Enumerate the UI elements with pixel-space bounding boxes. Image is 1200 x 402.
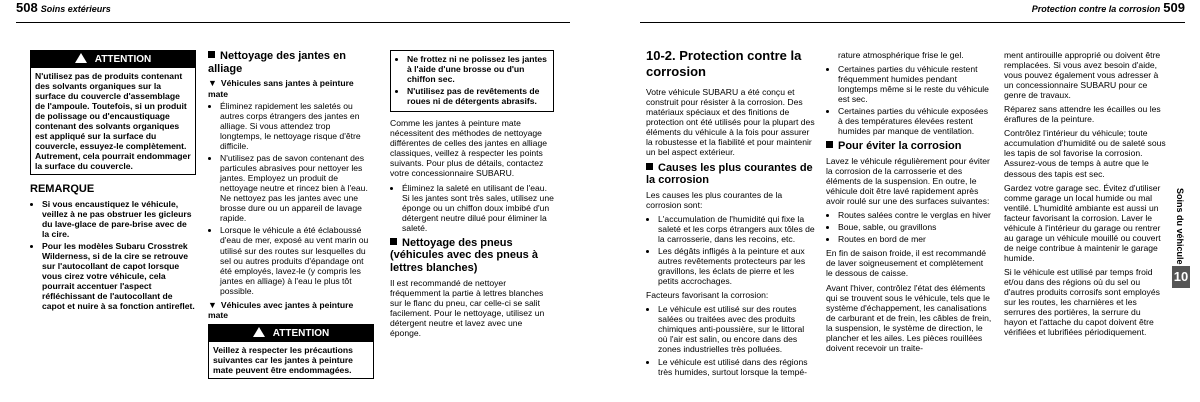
column-3 <box>390 50 554 342</box>
list-item: • Le véhicule est utilisé dans des régions très humides, surtout lorsque la tempé- <box>658 357 816 377</box>
right-page-header <box>640 0 1185 23</box>
section-title: Pour éviter la corrosion <box>826 140 992 153</box>
warning-box <box>30 50 196 175</box>
warning-icon <box>75 53 87 63</box>
right-page-number: 509 <box>1163 0 1185 15</box>
warning-label: ATTENTION <box>272 328 330 340</box>
subsection-title: ▼ Véhicules avec jantes à peinture mate <box>208 299 354 321</box>
paragraph: Si le véhicule est utilisé par temps froid et/ou dans des régions où du sel ou d'autres produits corrosifs sont employés sur les routes, les charnières et les serrures des portières, la serrure du hayon et l'attache du capot doivent être vérifiées et lubrifiées périodiquement. <box>1004 266 1160 338</box>
warning-list <box>395 54 549 106</box>
paragraph: ment antirouille approprié ou doivent être remplacées. Si vous avez besoin d'aide, vous pouvez également vous adresser à un concessionnaire SUBARU pour ce genre de travaux. <box>1004 50 1161 101</box>
warning-icon <box>253 327 265 337</box>
factors-list-continued <box>826 64 992 136</box>
chapter-title: 10-2. Protection contre la corrosion <box>646 48 802 79</box>
list-item: • Certaines parties du véhicule restent fréquemment humides pendant longtemps même si le reste du véhicule est sec. <box>838 64 992 104</box>
square-bullet-icon <box>646 163 653 170</box>
list-item: • Le véhicule est utilisé sur des routes salées ou traitées avec des produits chimiques anti-poussière, sur le littoral où l'air est salin, ou encore dans des zones industrielles très polluées. <box>658 304 816 354</box>
paragraph: En fin de saison froide, il est recommandé de laver soigneusement et complètement le dessous de caisse. <box>826 248 987 279</box>
column-6 <box>1004 50 1166 341</box>
square-bullet-icon <box>826 141 833 148</box>
remarque-list <box>30 199 196 312</box>
square-bullet-icon <box>208 51 215 58</box>
left-section-title: Soins extérieurs <box>40 4 111 14</box>
subsection-title: ▼ Véhicules sans jantes à peinture mate <box>208 78 354 99</box>
paragraph: Les causes les plus courantes de la corrosion sont: <box>646 189 783 210</box>
list-item: • Pour les modèles Subaru Crosstrek Wilderness, si de la cire se retrouve sur l'autocollant de capot lorsque vous cirez votre véhicule, cela pourrait accentuer l'aspect réfléchissant de l'autocollant de capot et nuire à sa fonction antireflet. <box>42 241 196 311</box>
paragraph: Avant l'hiver, contrôlez l'état des éléments qui se trouvent sous le véhicule, tels que le système d'échappement, les canalisations de carburant et de frein, les câbles de frein, la suspension, le système de direction, le plancher et les ailes. Les pièces rouillées doivent recevoir un traite- <box>826 282 992 353</box>
warning-header <box>31 51 195 68</box>
factors-list <box>646 304 816 376</box>
section-title: Nettoyage des pneus (véhicules avec des pneus à lettres blanches) <box>390 236 538 275</box>
warning-box <box>208 324 374 379</box>
causes-list <box>646 214 816 286</box>
column-1 <box>30 50 196 315</box>
list-item: • Routes en bord de mer <box>838 234 992 244</box>
square-bullet-icon <box>390 238 397 245</box>
triangle-bullet-icon: ▼ <box>208 299 217 310</box>
list-item: • N'utilisez pas de savon contenant des particules abrasives pour nettoyer les jantes. Employez un produit de nettoyage neutre et rincez bien à l'eau. Ne nettoyez pas les jantes avec une brosse dure ou un appareil de lavage rapide. <box>220 153 374 223</box>
warning-text: N'utilisez pas de produits contenant des solvants organiques sur la surface du couvercle d'assemblage de l'ampoule. Toutefois, si un produit de polissage ou d'encaustiquage contenant des solvants organiques est appliqué sur la surface du couvercle, essuyez-le complètement. Autrement, cela pourrait endommager la surface du couvercle. <box>35 70 191 172</box>
paragraph: Il est recommandé de nettoyer fréquemment la partie à lettres blanches sur le flanc du pneu, car celle-ci se salit facilement. Pour le nettoyage, utilisez un détergent neutre et lavez avec une éponge. <box>390 277 545 338</box>
paragraph: Lavez le véhicule régulièrement pour éviter la corrosion de la carrosserie et des éléments de la suspension. En outre, le véhicule doit être lavé rapidement après avoir roulé sur une des surfaces suivantes: <box>826 156 990 207</box>
list-item: • Lorsque le véhicule a été éclaboussé d'eau de mer, exposé au vent marin ou utilisé sur des routes sur lesquelles du sel ou autres produits d'épandage ont été employés, lavez-le (y compris les jantes en alliage) à l'eau le plus tôt possible. <box>220 225 374 295</box>
left-page-header <box>16 0 570 23</box>
list-item: • N'utilisez pas de revêtements de roues ni de détergents abrasifs. <box>407 86 549 106</box>
warning-box-continued <box>390 50 554 112</box>
surfaces-list <box>826 210 992 244</box>
section-title: Nettoyage des jantes en alliage <box>208 50 346 75</box>
chapter-tab-label: Soins du véhicule <box>1175 188 1185 265</box>
list-item: • Boue, sable, ou gravillons <box>838 222 992 232</box>
warning-label: ATTENTION <box>94 54 152 65</box>
section-title: Causes les plus courantes de la corrosion <box>646 161 813 187</box>
list-item: • Éliminez rapidement les saletés ou autres corps étrangers des jantes en alliage. Si vous attendez trop longtemps, le nettoyage risque d'être difficile. <box>220 101 374 151</box>
paragraph: rature atmosphérique frise le gel. <box>838 50 964 60</box>
remarque-title: REMARQUE <box>30 183 95 196</box>
left-page-number: 508 <box>16 0 38 15</box>
matte-cleaning-list <box>390 183 554 233</box>
paragraph: Contrôlez l'intérieur du véhicule; toute accumulation d'humidité ou de saleté sous les tapis de sol favorise la corrosion. Assurez-vous de temps à autre que le dessous des tapis est sec. <box>1004 128 1166 179</box>
list-item: • Ne frottez ni ne polissez les jantes à l'aide d'une brosse ou d'un chiffon sec. <box>407 54 549 84</box>
list-item: • Éliminez la saleté en utilisant de l'eau. Si les jantes sont très sales, utilisez une éponge ou un chiffon doux imbibé d'un détergent neutre dilué pour éliminer la saleté. <box>402 183 554 233</box>
paragraph: Réparez sans attendre les écailles ou les éraflures de la peinture. <box>1004 104 1161 125</box>
list-item: • L'accumulation de l'humidité qui fixe la saleté et les corps étrangers aux tôles de la carrosserie, dans les recoins, etc. <box>658 214 816 244</box>
column-5 <box>826 50 992 357</box>
chapter-tab-number: 10 <box>1172 266 1190 288</box>
list-item: • Routes salées contre le verglas en hiver <box>838 210 992 220</box>
list-item: • Les dégâts infligés à la peinture et aux autres revêtements protecteurs par les gravillons, les éclats de pierre et les petits accrochages. <box>658 246 816 286</box>
list-item: • Si vous encaustiquez le véhicule, veillez à ne pas obstruer les gicleurs du lave-glace de pare-brise avec de la cire. <box>42 199 196 239</box>
warning-header <box>209 325 373 342</box>
triangle-bullet-icon: ▼ <box>208 78 217 89</box>
column-4 <box>646 46 816 381</box>
warning-text: Veillez à respecter les précautions suivantes car les jantes à peinture mate peuvent être endommagées. <box>213 344 353 376</box>
column-2 <box>208 46 374 379</box>
paragraph: Votre véhicule SUBARU a été conçu et construit pour résister à la corrosion. Des matériaux spéciaux et des finitions de protection ont été utilisés pour la plupart des éléments du véhicule à la fois pour assurer la robustesse et la fiabilité et pour maintenir un bel aspect extérieur. <box>646 87 815 158</box>
paragraph: Gardez votre garage sec. Évitez d'utiliser comme garage un local humide ou mal ventilé. L'humidité ambiante est aussi un facteur favorisant la corrosion. Laver le véhicule à l'intérieur du garage ou rentrer au garage un véhicule mouillé ou couvert de neige contribue à maintenir le garage humide. <box>1004 182 1161 263</box>
right-section-title: Protection contre la corrosion <box>1031 4 1161 14</box>
cleaning-list <box>208 101 374 296</box>
paragraph: Comme les jantes à peinture mate nécessitent des méthodes de nettoyage différentes de celles des jantes en alliage classiques, veillez à respecter les points suivants. Pour plus de détails, contactez votre concessionnaire SUBARU. <box>390 118 548 179</box>
paragraph: Facteurs favorisant la corrosion: <box>646 290 769 301</box>
list-item: • Certaines parties du véhicule exposées à des températures élevées restent humides par manque de ventilation. <box>838 106 992 136</box>
